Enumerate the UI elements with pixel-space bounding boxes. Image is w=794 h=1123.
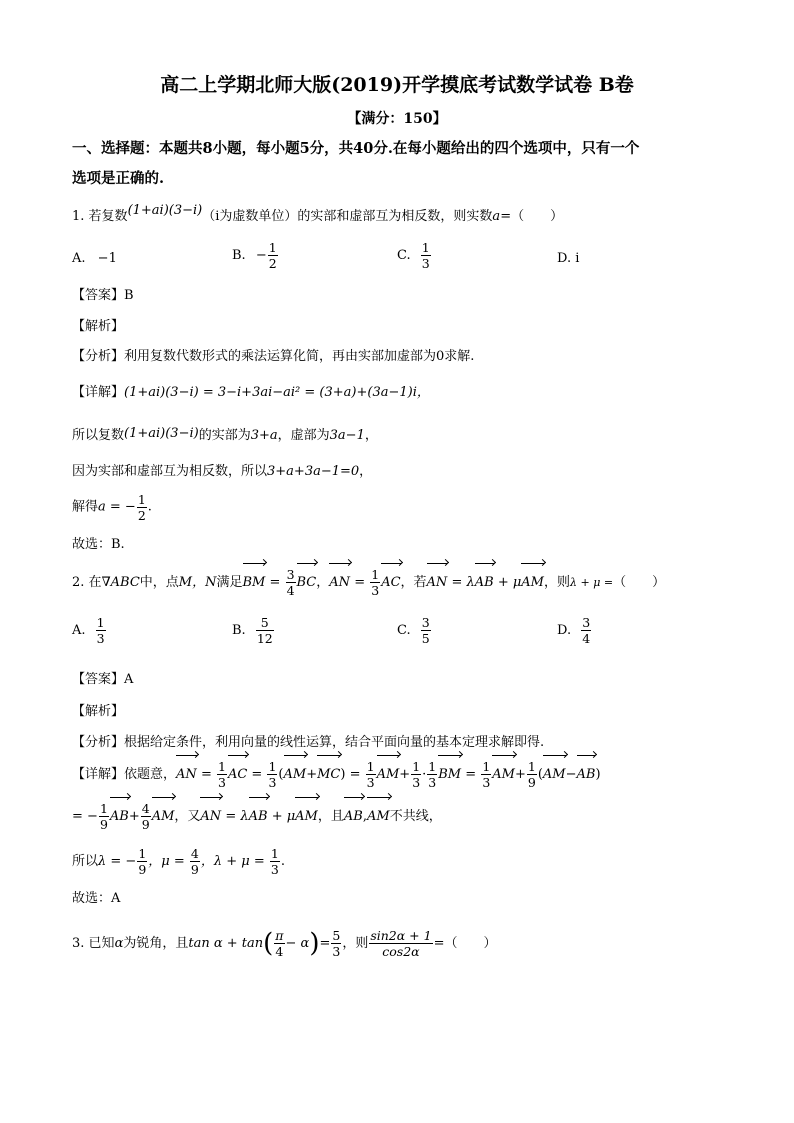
q2-vec-ab: AB bbox=[475, 566, 494, 600]
q1-detail-label: 【详解】 bbox=[72, 385, 125, 400]
q1-real-imag-line bbox=[72, 427, 378, 445]
q2-paren: （ ） bbox=[613, 575, 666, 590]
q1-stem-c: =（ ） bbox=[500, 209, 564, 224]
q1-option-a-value: −1 bbox=[97, 251, 117, 266]
q2-vec-bm: BM bbox=[243, 566, 266, 600]
q1-real-text-a: 所以复数 bbox=[72, 428, 125, 443]
q1-fenxi-label: 【分析】 bbox=[72, 349, 125, 364]
q2-frac-3-4: $\frac{3}{4}$ bbox=[286, 567, 295, 598]
q2-option-b-fraction: $\frac{5}{12}$ bbox=[256, 615, 273, 646]
q2-d-frac2: $\frac{1}{3}$ bbox=[268, 759, 277, 790]
q2-d-eq4: = bbox=[465, 767, 477, 782]
q1-fenxi-text: 利用复数代数形式的乘法运算化简，再由实部加虚部为0求解. bbox=[124, 349, 475, 364]
q1-analysis-label: 【解析】 bbox=[72, 319, 125, 334]
q2-option-b[interactable] bbox=[232, 615, 275, 646]
q1-real-text-b: 的实部为 bbox=[198, 428, 251, 443]
q2-d-frac4: $\frac{1}{3}$ bbox=[412, 759, 421, 790]
q3-tan: tan α + tan bbox=[188, 936, 264, 951]
q2-stem-e: ，则 bbox=[544, 575, 571, 590]
q1-option-c[interactable] bbox=[397, 240, 432, 271]
q3-stem-c: ，则 bbox=[342, 936, 369, 951]
q3-stem-a: 已知 bbox=[88, 936, 115, 951]
q1-option-b-label: B. bbox=[232, 248, 246, 263]
q1-solve-text: 解得 bbox=[72, 499, 99, 515]
q1-number: 1. bbox=[72, 209, 85, 224]
q3-alpha: α bbox=[114, 936, 124, 951]
question-3-stem bbox=[72, 924, 496, 964]
q1-opposite-eq: 3+a+3a−1=0 bbox=[267, 464, 360, 479]
q2-d2-tail: 不共线， bbox=[389, 809, 442, 824]
q1-real-expr: (1+ai)(3−i) bbox=[124, 426, 199, 441]
q2-d-frac5: $\frac{1}{3}$ bbox=[428, 759, 437, 790]
page-title: 高二上学期北师大版(2019)开学摸底考试数学试卷 B卷 bbox=[160, 74, 634, 96]
q2-eq-lambda: = λ bbox=[451, 575, 475, 590]
q2-choice: 故选：A bbox=[72, 891, 121, 906]
q2-so-lambda: λ = − bbox=[98, 854, 137, 869]
q2-option-d-fraction: $\frac{3}{4}$ bbox=[582, 615, 591, 646]
q2-d2-vec-an: AN bbox=[200, 800, 221, 834]
q2-d-vec-an: AN bbox=[176, 758, 197, 792]
q2-d-vec-ac: AC bbox=[228, 758, 247, 792]
q2-triangle: ∇ABC bbox=[101, 575, 140, 590]
q1-fenxi bbox=[72, 348, 474, 366]
q2-vec-bc: BC bbox=[297, 566, 317, 600]
q2-frac-1-3: $\frac{1}{3}$ bbox=[371, 567, 380, 598]
q2-d-frac7: $\frac{1}{9}$ bbox=[527, 759, 536, 790]
q2-eq1: = bbox=[269, 575, 281, 590]
q2-answer-label: 【答案】 bbox=[72, 672, 125, 687]
q2-detail-text: 依题意， bbox=[124, 767, 177, 782]
q2-d-eq2: = bbox=[251, 767, 263, 782]
q2-stem-c: 满足 bbox=[216, 575, 243, 590]
q3-sin-cos-frac: $\frac{\sin 2\alpha + 1}{\cos 2\alpha}$ bbox=[370, 928, 432, 959]
q2-so-end: . bbox=[280, 854, 285, 869]
q2-vec-am: AM bbox=[521, 566, 544, 600]
q2-option-b-label: B. bbox=[232, 623, 246, 638]
q1-real-part: 3+a bbox=[250, 428, 278, 443]
q2-vec-an2: AN bbox=[427, 566, 448, 600]
q1-opposite-line bbox=[72, 463, 372, 481]
q2-so-frac3: $\frac{1}{3}$ bbox=[270, 846, 279, 877]
q2-d-vec-am3: AM bbox=[492, 758, 515, 792]
q1-stem-a: 若复数 bbox=[88, 209, 128, 224]
q1-choice: 故选：B. bbox=[72, 537, 125, 552]
q1-detail bbox=[72, 384, 430, 402]
q2-d-vec-ab: AB bbox=[577, 758, 596, 792]
q1-option-b[interactable] bbox=[232, 240, 279, 271]
q1-option-a-label: A. bbox=[72, 251, 86, 266]
q3-paren: =（ ） bbox=[433, 936, 497, 951]
q1-answer-value: B bbox=[124, 288, 134, 303]
q2-option-c-fraction: $\frac{3}{5}$ bbox=[421, 615, 430, 646]
q1-option-c-fraction: $\frac{1}{3}$ bbox=[421, 240, 430, 271]
q2-d2-vec-am3: AM bbox=[367, 800, 390, 834]
q2-d-frac3: $\frac{1}{3}$ bbox=[366, 759, 375, 790]
q2-option-d-label: D. bbox=[557, 623, 572, 638]
q2-stem-a: 在 bbox=[88, 575, 102, 590]
q2-d2-end: ，且 bbox=[317, 809, 344, 824]
q1-option-c-label: C. bbox=[397, 248, 411, 263]
q2-so-sum: ，λ + μ = bbox=[200, 854, 265, 869]
q2-d2-frac2: $\frac{4}{9}$ bbox=[141, 801, 150, 832]
q2-eq2: = bbox=[354, 575, 366, 590]
q1-solve-line bbox=[72, 492, 152, 523]
q2-d2-plus-mu: + μ bbox=[271, 809, 296, 824]
q1-solve-end: . bbox=[147, 499, 152, 515]
q3-frac-5-3: $\frac{5}{3}$ bbox=[332, 928, 341, 959]
q2-detail-line1: 【详解】依题意，AN = $\frac{1}{3}$ AC = $\frac{1}{3}$ (AM+MC) = $\frac{1}{3}$ AM+ $\frac{1}{3}$ · $\frac{1}{3}$ BM = $\frac{1}{3}$ AM+ $\frac{1}{9}$ (AM−AB) bbox=[72, 759, 601, 790]
q2-d-vec-bm: BM bbox=[438, 758, 461, 792]
q2-comma: ， bbox=[316, 575, 330, 590]
q2-fenxi-text: 根据给定条件，利用向量的线性运算，结合平面向量的基本定理求解即得. bbox=[124, 735, 545, 750]
q2-fenxi-label: 【分析】 bbox=[72, 735, 125, 750]
q2-stem-d: ，若 bbox=[400, 575, 427, 590]
q2-so-text: 所以 bbox=[72, 854, 99, 869]
q3-pi-frac: $\frac{\pi}{4}$ bbox=[275, 928, 284, 959]
q1-stem-b: （i为虚数单位）的实部和虚部互为相反数，则实数 bbox=[202, 209, 493, 224]
question-2-stem bbox=[72, 566, 665, 600]
q2-fenxi bbox=[72, 734, 544, 752]
q2-stem-b: 中，点 bbox=[139, 575, 179, 590]
q2-option-a-label: A. bbox=[72, 623, 86, 638]
q2-option-c[interactable] bbox=[397, 615, 432, 646]
q2-so-frac1: $\frac{1}{9}$ bbox=[138, 846, 147, 877]
q3-right-paren: ) bbox=[309, 928, 320, 959]
q1-option-d[interactable]: D. i bbox=[557, 251, 580, 266]
q3-eq: = bbox=[319, 936, 331, 951]
q2-answer bbox=[72, 671, 133, 689]
q2-plus-mu: + μ bbox=[497, 575, 522, 590]
q2-option-c-label: C. bbox=[397, 623, 411, 638]
q2-option-a-fraction: $\frac{1}{3}$ bbox=[96, 615, 105, 646]
q3-number: 3. bbox=[72, 936, 85, 951]
q2-number: 2. bbox=[72, 575, 85, 590]
q2-d-vec-am2: AM bbox=[377, 758, 400, 792]
section-heading-line2: 选项是正确的. bbox=[72, 170, 165, 187]
q1-answer-label: 【答案】 bbox=[72, 288, 125, 303]
q2-vec-an: AN bbox=[329, 566, 350, 600]
q3-left-paren: ( bbox=[263, 928, 274, 959]
q2-points: M，N bbox=[178, 575, 217, 590]
q1-solve-fraction: $\frac{1}{2}$ bbox=[137, 492, 146, 523]
q1-solve-lhs: a = − bbox=[98, 499, 136, 515]
q1-opposite-end: ， bbox=[359, 464, 373, 479]
q2-option-a[interactable] bbox=[72, 615, 107, 646]
q2-d2-vec-ab2: AB bbox=[249, 800, 268, 834]
q2-analysis-label: 【解析】 bbox=[72, 704, 125, 719]
q2-d-vec-am4: AM bbox=[543, 758, 566, 792]
q1-option-b-sign: − bbox=[255, 248, 267, 263]
q3-minus-alpha: − α bbox=[285, 936, 310, 951]
q2-d2-vec-ab: AB bbox=[110, 800, 129, 834]
q1-expr: (1+ai)(3−i) bbox=[127, 203, 203, 218]
q2-detail-label: 【详解】 bbox=[72, 767, 125, 782]
q2-d2-eq-lambda: = λ bbox=[225, 809, 249, 824]
question-1-stem bbox=[72, 203, 564, 226]
q2-d-frac6: $\frac{1}{3}$ bbox=[482, 759, 491, 790]
q2-d-eq1: = bbox=[200, 767, 212, 782]
q2-d2-vec-am2: AM bbox=[295, 800, 318, 834]
q2-vec-ac: AC bbox=[381, 566, 400, 600]
q1-answer bbox=[72, 287, 134, 305]
q2-answer-value: A bbox=[124, 672, 134, 687]
q2-d-eq3: = bbox=[349, 767, 361, 782]
q2-d2-eq: = bbox=[72, 809, 83, 824]
q2-d2-mid: ，又 bbox=[174, 809, 201, 824]
q2-so-frac2: $\frac{4}{9}$ bbox=[190, 846, 199, 877]
q1-opposite-text: 因为实部和虚部互为相反数，所以 bbox=[72, 464, 268, 479]
q1-var: a bbox=[492, 209, 501, 224]
q2-d-frac1: $\frac{1}{3}$ bbox=[217, 759, 226, 790]
q2-so-mu: ，μ = bbox=[148, 854, 185, 869]
q2-d2-frac1: $\frac{1}{9}$ bbox=[99, 801, 108, 832]
q2-d-vec-am1: AM bbox=[284, 758, 307, 792]
q2-d2-vec-am: AM bbox=[152, 800, 175, 834]
q1-real-text-c: ，虚部为 bbox=[277, 428, 330, 443]
section-heading-line1: 一、选择题：本题共8小题，每小题5分，共40分.在每小题给出的四个选项中，只有一个 bbox=[72, 140, 640, 157]
q1-option-a[interactable] bbox=[72, 251, 117, 266]
q2-option-d[interactable] bbox=[557, 615, 592, 646]
q1-imag-part: 3a−1 bbox=[329, 428, 365, 443]
q1-real-text-d: ， bbox=[364, 428, 378, 443]
score-label: 【满分：150】 bbox=[347, 111, 447, 127]
q2-d2-vec-ab3: AB bbox=[344, 800, 363, 834]
q2-detail-line2: = − $\frac{1}{9}$ AB+ $\frac{4}{9}$ AM，又AN = λAB + μAM，且AB,AM不共线， bbox=[72, 801, 442, 832]
q1-detail-eq: (1+ai)(3−i) = 3−i+3ai−ai² = (3+a)+(3a−1)i， bbox=[124, 385, 430, 400]
q1-option-b-fraction: $\frac{1}{2}$ bbox=[268, 240, 277, 271]
q2-d-vec-mc: MC bbox=[317, 758, 340, 792]
q3-stem-b: 为锐角，且 bbox=[123, 936, 189, 951]
q2-so-line bbox=[72, 845, 285, 879]
q2-ask: λ + μ = bbox=[570, 576, 614, 589]
